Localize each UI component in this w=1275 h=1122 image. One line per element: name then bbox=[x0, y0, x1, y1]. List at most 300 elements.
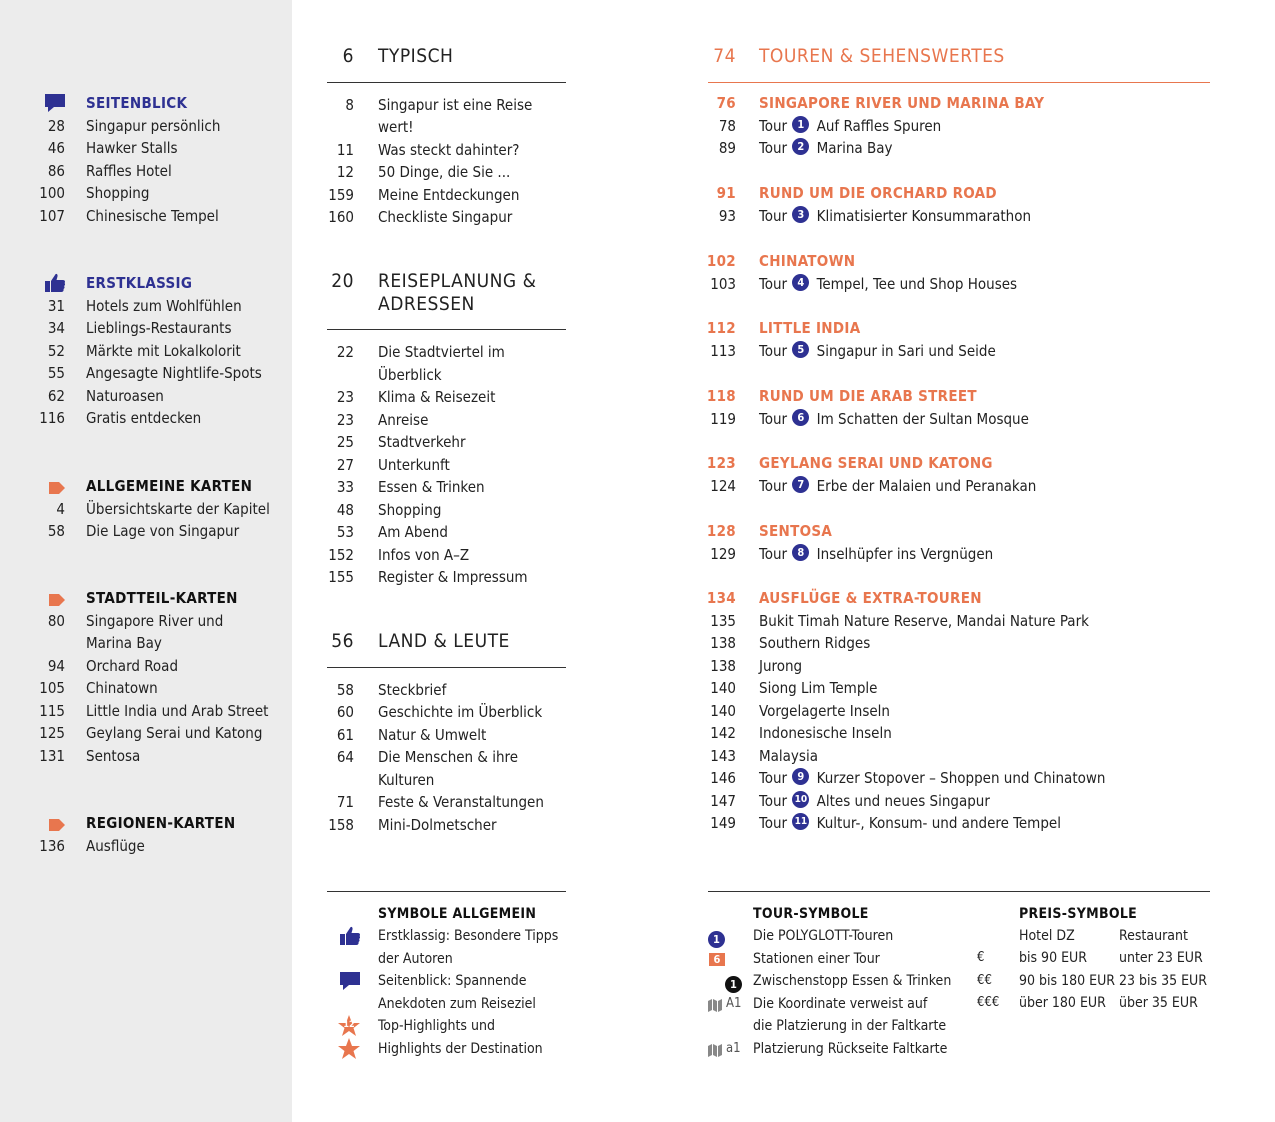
tour-entry[interactable] bbox=[700, 700, 1220, 723]
group-page-number: 134 bbox=[706, 589, 736, 607]
tour-word: Tour bbox=[759, 139, 788, 157]
item-label: Chinatown bbox=[86, 679, 158, 697]
page-number: 115 bbox=[39, 701, 65, 720]
price-hotel: 90 bis 180 EUR bbox=[1019, 972, 1116, 989]
entry-text bbox=[759, 767, 1105, 790]
page-number: 116 bbox=[39, 409, 65, 427]
entry-label: Vorgelagerte Inseln bbox=[759, 701, 890, 720]
tour-entry[interactable] bbox=[700, 543, 1220, 566]
group-page-number: 112 bbox=[706, 319, 736, 337]
page-number: 135 bbox=[710, 611, 736, 630]
sidebar-list-item[interactable] bbox=[0, 407, 292, 430]
entry-label: Indonesische Inseln bbox=[759, 724, 892, 742]
group-title: AUSFLÜGE & EXTRA-TOUREN bbox=[759, 589, 982, 607]
toc-entry[interactable] bbox=[320, 364, 570, 387]
legend-label: Die POLYGLOTT-Touren bbox=[753, 928, 894, 944]
tour-word: Tour bbox=[759, 341, 788, 360]
price-restaurant: 23 bis 35 EUR bbox=[1119, 972, 1208, 989]
tour-word: Tour bbox=[759, 116, 788, 135]
price-symbol: € bbox=[977, 950, 985, 965]
toc-entry[interactable] bbox=[320, 499, 570, 522]
toc-entry[interactable] bbox=[320, 746, 570, 769]
tour-word: Tour bbox=[759, 769, 788, 787]
entry-label: Inselhüpfer ins Vergnügen bbox=[816, 544, 994, 563]
page-number: 146 bbox=[710, 769, 736, 787]
page-number: 131 bbox=[39, 746, 65, 765]
tour-number-icon: 9 bbox=[792, 768, 809, 785]
entry-label: Malaysia bbox=[759, 746, 818, 765]
legend-title: SYMBOLE ALLGEMEIN bbox=[378, 906, 537, 922]
tour-entry[interactable] bbox=[700, 475, 1220, 498]
entry-text bbox=[759, 610, 1089, 633]
toc-entry[interactable] bbox=[320, 116, 570, 139]
entry-label: Shopping bbox=[378, 500, 442, 519]
tour-entry[interactable] bbox=[700, 205, 1220, 228]
page-number: 64 bbox=[336, 748, 354, 766]
entry-label: Bukit Timah Nature Reserve, Mandai Nature Park bbox=[759, 611, 1089, 630]
page-number: 155 bbox=[328, 568, 354, 586]
tour-entry[interactable] bbox=[700, 273, 1220, 296]
page-number: 105 bbox=[39, 679, 65, 697]
entry-label: Anreise bbox=[378, 410, 429, 429]
price-hotel: bis 90 EUR bbox=[1019, 950, 1088, 966]
tour-number-icon: 2 bbox=[792, 138, 809, 155]
entry-text bbox=[759, 475, 1036, 498]
item-label: Hotels zum Wohlfühlen bbox=[86, 296, 242, 315]
item-label: Little India und Arab Street bbox=[86, 701, 269, 720]
sidebar-list-item[interactable] bbox=[0, 520, 292, 543]
page-number: 31 bbox=[47, 296, 65, 315]
map-arrow-icon bbox=[49, 817, 65, 836]
toc-entry[interactable] bbox=[320, 814, 570, 837]
page-number: 8 bbox=[345, 95, 354, 114]
item-label: Singapore River und bbox=[86, 611, 224, 630]
map-coordinate: A1 bbox=[726, 995, 742, 1011]
toc-entry[interactable] bbox=[320, 476, 570, 499]
price-hotel: über 180 EUR bbox=[1019, 995, 1106, 1011]
page-number: 53 bbox=[336, 523, 354, 541]
entry-text bbox=[759, 340, 996, 363]
tour-number-icon: 7 bbox=[792, 476, 809, 493]
group-page-number: 76 bbox=[716, 94, 736, 112]
toc-entry[interactable] bbox=[320, 724, 570, 747]
entry-text bbox=[759, 812, 1061, 835]
entry-label: Checkliste Singapur bbox=[378, 208, 513, 226]
item-label: Die Lage von Singapur bbox=[86, 522, 240, 540]
speech-bubble-icon bbox=[339, 971, 361, 995]
page-number: 48 bbox=[336, 500, 354, 519]
sidebar-list-item[interactable] bbox=[0, 632, 292, 655]
page-number: 93 bbox=[718, 206, 736, 225]
group-title: CHINATOWN bbox=[759, 252, 856, 270]
legend-label: Erstklassig: Besondere Tipps bbox=[378, 928, 559, 944]
item-label: Marina Bay bbox=[86, 634, 162, 652]
entry-label: Infos von A–Z bbox=[378, 545, 470, 564]
tour-word: Tour bbox=[759, 409, 788, 428]
stop-icon: 1 bbox=[725, 976, 742, 993]
group-title: SINGAPORE RIVER UND MARINA BAY bbox=[759, 94, 1045, 112]
page-number: 4 bbox=[56, 499, 65, 518]
sidebar-list-item[interactable] bbox=[0, 205, 292, 228]
map-grid-icon bbox=[708, 997, 722, 1016]
legend-divider bbox=[708, 891, 1210, 892]
item-label: Sentosa bbox=[86, 746, 141, 765]
speech-bubble-icon bbox=[44, 93, 66, 117]
entry-label: Kultur-, Konsum- und andere Tempel bbox=[816, 814, 1061, 832]
tour-word: Tour bbox=[759, 544, 788, 563]
item-label: Gratis entdecken bbox=[86, 409, 202, 427]
sidebar-list-item[interactable] bbox=[0, 340, 292, 363]
tour-entry[interactable] bbox=[700, 722, 1220, 745]
page-number: 100 bbox=[39, 184, 65, 202]
item-label: Chinesische Tempel bbox=[86, 206, 219, 225]
toc-entry[interactable] bbox=[320, 431, 570, 454]
section-divider bbox=[327, 82, 566, 83]
group-page-number: 123 bbox=[706, 454, 736, 472]
toc-entry[interactable] bbox=[320, 386, 570, 409]
tour-entry[interactable] bbox=[700, 767, 1220, 790]
page-number: 86 bbox=[47, 161, 65, 180]
page-number: 58 bbox=[336, 680, 354, 699]
entry-text bbox=[759, 677, 877, 700]
entry-text bbox=[759, 700, 890, 723]
legend-title: TOUR-SYMBOLE bbox=[753, 906, 869, 922]
page-number: 138 bbox=[710, 634, 736, 652]
map-arrow-icon bbox=[49, 480, 65, 499]
tour-number-icon: 11 bbox=[792, 813, 809, 830]
toc-entry[interactable] bbox=[320, 521, 570, 544]
toc-entry[interactable] bbox=[320, 341, 570, 364]
page-number: 22 bbox=[336, 343, 354, 361]
tour-entry[interactable] bbox=[700, 677, 1220, 700]
page-number: 33 bbox=[336, 478, 354, 496]
entry-label: Am Abend bbox=[378, 523, 448, 541]
entry-label: Die Stadtviertel im bbox=[378, 343, 505, 361]
section-title: LAND & LEUTE bbox=[378, 630, 510, 652]
toc-entry[interactable] bbox=[320, 544, 570, 567]
sidebar-section-title: STADTTEIL-KARTEN bbox=[86, 589, 238, 607]
page-number: 149 bbox=[710, 814, 736, 832]
map-arrow-icon bbox=[49, 592, 65, 611]
page-number: 129 bbox=[710, 544, 736, 563]
entry-label: Erbe der Malaien und Peranakan bbox=[816, 476, 1037, 495]
legend-label: Highlights der Destination bbox=[378, 1040, 543, 1057]
section-title: REISEPLANUNG & bbox=[378, 270, 537, 292]
page-number: 61 bbox=[336, 725, 354, 744]
entry-text bbox=[759, 632, 870, 655]
entry-label: Essen & Trinken bbox=[378, 478, 485, 496]
sidebar-section-title: ALLGEMEINE KARTEN bbox=[86, 477, 253, 495]
price-symbol: €€ bbox=[977, 972, 992, 988]
map-grid-icon bbox=[708, 1042, 722, 1061]
star-icon bbox=[337, 1037, 361, 1065]
thumbs-up-icon bbox=[339, 926, 361, 950]
tour-word: Tour bbox=[759, 274, 788, 293]
group-title: RUND UM DIE ORCHARD ROAD bbox=[759, 184, 997, 202]
page-number: 11 bbox=[336, 140, 354, 159]
star-badge: 12 bbox=[343, 1020, 355, 1030]
page-number: 25 bbox=[336, 433, 354, 451]
entry-label: Kulturen bbox=[378, 770, 435, 789]
price-restaurant: über 35 EUR bbox=[1119, 995, 1198, 1011]
tour-entry[interactable] bbox=[700, 790, 1220, 813]
sidebar-list-item[interactable] bbox=[0, 655, 292, 678]
legend-title: PREIS-SYMBOLE bbox=[1019, 906, 1138, 922]
page-number: 46 bbox=[47, 139, 65, 157]
sidebar-list-item[interactable] bbox=[0, 362, 292, 385]
entry-text bbox=[759, 273, 1017, 296]
page-number: 27 bbox=[336, 455, 354, 474]
page-number: 142 bbox=[710, 724, 736, 742]
tour-number-icon: 1 bbox=[708, 931, 725, 948]
group-title: SENTOSA bbox=[759, 522, 833, 540]
tour-entry[interactable] bbox=[700, 408, 1220, 431]
tour-word: Tour bbox=[759, 206, 788, 225]
page-number: 78 bbox=[718, 116, 736, 135]
toc-entry[interactable] bbox=[320, 769, 570, 792]
toc-entry[interactable] bbox=[320, 701, 570, 724]
sidebar-section-title: ERSTKLASSIG bbox=[86, 274, 193, 292]
tour-word: Tour bbox=[759, 814, 788, 832]
page-number: 158 bbox=[328, 815, 354, 834]
group-page-number: 102 bbox=[706, 252, 736, 270]
section-page-number: 20 bbox=[331, 270, 354, 292]
section-divider bbox=[708, 82, 1210, 83]
page-number: 55 bbox=[47, 364, 65, 382]
page-number: 89 bbox=[718, 139, 736, 157]
sidebar-list-item[interactable] bbox=[0, 385, 292, 408]
toc-entry[interactable] bbox=[320, 94, 570, 117]
item-label: Naturoasen bbox=[86, 386, 164, 405]
tour-entry[interactable] bbox=[700, 812, 1220, 835]
entry-label: Im Schatten der Sultan Mosque bbox=[816, 409, 1029, 428]
item-label: Hawker Stalls bbox=[86, 139, 178, 157]
page-number: 28 bbox=[47, 116, 65, 135]
toc-entry[interactable] bbox=[320, 409, 570, 432]
entry-label: Die Menschen & ihre bbox=[378, 748, 519, 766]
item-label: Singapur persönlich bbox=[86, 116, 221, 135]
entry-text bbox=[759, 722, 892, 745]
toc-entry[interactable] bbox=[320, 566, 570, 589]
sidebar-list-item[interactable] bbox=[0, 182, 292, 205]
entry-label: Auf Raffles Spuren bbox=[816, 116, 942, 135]
sidebar-list-item[interactable] bbox=[0, 835, 292, 858]
legend-label: Top-Highlights und bbox=[378, 1018, 495, 1034]
page-number: 125 bbox=[39, 724, 65, 742]
tour-entry[interactable] bbox=[700, 655, 1220, 678]
entry-label: 50 Dinge, die Sie ... bbox=[378, 163, 511, 181]
tour-number-icon: 8 bbox=[792, 544, 809, 561]
sidebar-list-item[interactable] bbox=[0, 160, 292, 183]
entry-label: Register & Impressum bbox=[378, 568, 528, 586]
item-label: Shopping bbox=[86, 184, 150, 202]
entry-text bbox=[759, 115, 941, 138]
tour-entry[interactable] bbox=[700, 340, 1220, 363]
page-number: 58 bbox=[47, 522, 65, 540]
tour-entry[interactable] bbox=[700, 632, 1220, 655]
legend-label: Platzierung Rückseite Faltkarte bbox=[753, 1040, 948, 1057]
price-column-header: Hotel DZ bbox=[1019, 928, 1075, 944]
page-number: 136 bbox=[39, 836, 65, 855]
page-number: 12 bbox=[336, 163, 354, 181]
price-restaurant: unter 23 EUR bbox=[1119, 950, 1203, 966]
page-number: 80 bbox=[47, 611, 65, 630]
entry-label: Unterkunft bbox=[378, 455, 450, 474]
tour-entry[interactable] bbox=[700, 115, 1220, 138]
toc-entry[interactable] bbox=[320, 791, 570, 814]
sidebar-section-title: REGIONEN-KARTEN bbox=[86, 814, 236, 832]
entry-label: wert! bbox=[378, 118, 414, 136]
page-number: 140 bbox=[710, 679, 736, 697]
section-title: TOUREN & SEHENSWERTES bbox=[759, 45, 1005, 67]
tour-number-icon: 3 bbox=[792, 206, 809, 223]
entry-text bbox=[759, 745, 818, 768]
item-label: Geylang Serai und Katong bbox=[86, 724, 263, 742]
page-number: 140 bbox=[710, 701, 736, 720]
entry-text bbox=[759, 408, 1029, 431]
entry-label: Stadtverkehr bbox=[378, 433, 466, 451]
page-number: 60 bbox=[336, 703, 354, 721]
section-divider bbox=[327, 329, 566, 330]
legend-label: Anekdoten zum Reiseziel bbox=[378, 995, 536, 1012]
page-number: 62 bbox=[47, 386, 65, 405]
entry-label: Was steckt dahinter? bbox=[378, 140, 520, 159]
group-title: GEYLANG SERAI UND KATONG bbox=[759, 454, 993, 472]
entry-label: Kurzer Stopover – Shoppen und Chinatown bbox=[816, 769, 1106, 787]
page-number: 147 bbox=[710, 791, 736, 810]
section-page-number: 56 bbox=[331, 630, 354, 652]
entry-label: Southern Ridges bbox=[759, 634, 871, 652]
toc-entry[interactable] bbox=[320, 206, 570, 229]
legend-label: Seitenblick: Spannende bbox=[378, 973, 527, 989]
section-title: ADRESSEN bbox=[378, 292, 475, 315]
entry-text bbox=[759, 655, 802, 678]
entry-label: Überblick bbox=[378, 365, 442, 384]
entry-label: Altes und neues Singapur bbox=[816, 791, 990, 810]
page-number: 23 bbox=[336, 410, 354, 429]
map-coordinate: a1 bbox=[726, 1040, 741, 1056]
toc-entry[interactable] bbox=[320, 139, 570, 162]
item-label: Märkte mit Lokalkolorit bbox=[86, 341, 241, 360]
sidebar-list-item[interactable] bbox=[0, 700, 292, 723]
legend-label: die Platzierung in der Faltkarte bbox=[753, 1018, 947, 1034]
section-page-number: 6 bbox=[342, 45, 354, 67]
group-page-number: 118 bbox=[706, 387, 736, 405]
page-number: 23 bbox=[336, 388, 354, 406]
page-number: 94 bbox=[47, 656, 65, 675]
page-number: 71 bbox=[336, 793, 354, 811]
item-label: Orchard Road bbox=[86, 656, 179, 675]
legend-label: Zwischenstopp Essen & Trinken bbox=[753, 973, 952, 989]
entry-label: Mini-Dolmetscher bbox=[378, 815, 497, 834]
legend-label: der Autoren bbox=[378, 950, 453, 967]
legend-label: Die Koordinate verweist auf bbox=[753, 995, 928, 1012]
toc-entry[interactable] bbox=[320, 679, 570, 702]
tour-number-icon: 5 bbox=[792, 341, 809, 358]
sidebar-list-item[interactable] bbox=[0, 137, 292, 160]
entry-label: Natur & Umwelt bbox=[378, 725, 487, 744]
tour-number-icon: 4 bbox=[792, 274, 809, 291]
page-number: 160 bbox=[328, 208, 354, 226]
toc-entry[interactable] bbox=[320, 454, 570, 477]
tour-entry[interactable] bbox=[700, 137, 1220, 160]
page-number: 107 bbox=[39, 206, 65, 225]
item-label: Angesagte Nightlife-Spots bbox=[86, 364, 262, 382]
tour-word: Tour bbox=[759, 476, 788, 495]
tour-number-icon: 10 bbox=[792, 791, 809, 808]
sidebar-list-item[interactable] bbox=[0, 677, 292, 700]
entry-label: Klima & Reisezeit bbox=[378, 388, 496, 406]
page-number: 124 bbox=[710, 476, 736, 495]
entry-text bbox=[759, 543, 993, 566]
section-divider bbox=[327, 667, 566, 668]
sidebar-list-item[interactable] bbox=[0, 745, 292, 768]
entry-label: Geschichte im Überblick bbox=[378, 703, 543, 721]
tour-word: Tour bbox=[759, 791, 788, 810]
group-page-number: 128 bbox=[706, 522, 736, 540]
item-label: Lieblings-Restaurants bbox=[86, 319, 232, 337]
thumbs-up-icon bbox=[44, 273, 66, 297]
sidebar-section-title: SEITENBLICK bbox=[86, 94, 188, 112]
entry-label: Siong Lim Temple bbox=[759, 679, 878, 697]
page-number: 113 bbox=[710, 341, 736, 360]
toc-entry[interactable] bbox=[320, 184, 570, 207]
group-title: RUND UM DIE ARAB STREET bbox=[759, 387, 977, 405]
entry-label: Singapur in Sari und Seide bbox=[816, 341, 996, 360]
tour-entry[interactable] bbox=[700, 745, 1220, 768]
entry-label: Tempel, Tee und Shop Houses bbox=[816, 274, 1018, 293]
page-number: 119 bbox=[710, 409, 736, 428]
entry-text bbox=[759, 205, 1031, 228]
price-column-header: Restaurant bbox=[1119, 928, 1188, 944]
group-page-number: 91 bbox=[716, 184, 736, 202]
price-symbol: €€€ bbox=[977, 995, 1000, 1010]
page-number: 152 bbox=[328, 545, 354, 564]
entry-label: Marina Bay bbox=[816, 139, 893, 157]
legend-label: Stationen einer Tour bbox=[753, 950, 880, 967]
sidebar-list-item[interactable] bbox=[0, 115, 292, 138]
entry-text bbox=[759, 790, 990, 813]
legend-divider bbox=[327, 891, 566, 892]
item-label: Raffles Hotel bbox=[86, 161, 172, 180]
entry-text bbox=[759, 137, 892, 160]
sidebar-list-item[interactable] bbox=[0, 610, 292, 633]
page-number: 143 bbox=[710, 746, 736, 765]
section-title: TYPISCH bbox=[378, 45, 454, 67]
entry-label: Steckbrief bbox=[378, 680, 447, 699]
tour-number-icon: 6 bbox=[792, 409, 809, 426]
toc-entry[interactable] bbox=[320, 161, 570, 184]
item-label: Ausflüge bbox=[86, 836, 145, 855]
station-icon: 6 bbox=[709, 953, 725, 966]
section-page-number: 74 bbox=[713, 45, 736, 67]
sidebar-list-item[interactable] bbox=[0, 722, 292, 745]
page-number: 103 bbox=[710, 274, 736, 293]
entry-label: Feste & Veranstaltungen bbox=[378, 793, 544, 811]
page-number: 34 bbox=[47, 319, 65, 337]
page-number: 52 bbox=[47, 341, 65, 360]
sidebar-list-item[interactable] bbox=[0, 498, 292, 521]
item-label: Übersichtskarte der Kapitel bbox=[86, 499, 270, 518]
entry-label: Singapur ist eine Reise bbox=[378, 95, 533, 114]
tour-number-icon: 1 bbox=[792, 116, 809, 133]
page-number: 159 bbox=[328, 185, 354, 204]
sidebar-list-item[interactable] bbox=[0, 317, 292, 340]
tour-entry[interactable] bbox=[700, 610, 1220, 633]
entry-label: Jurong bbox=[759, 656, 803, 675]
sidebar-list-item[interactable] bbox=[0, 295, 292, 318]
entry-label: Meine Entdeckungen bbox=[378, 185, 520, 204]
